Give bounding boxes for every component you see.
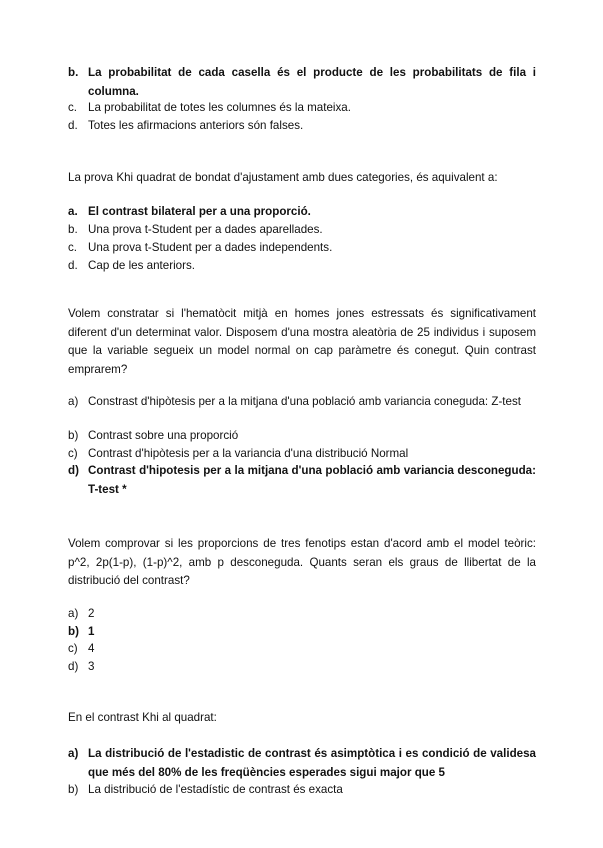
q2-option-c [68, 239, 536, 258]
q5-option-b [68, 781, 536, 800]
q5-question: En el contrast Khi al quadrat: [68, 711, 217, 724]
option-text: Contrast sobre una proporció [88, 429, 239, 442]
q4-option-b [68, 623, 536, 642]
q2-option-b [68, 221, 536, 240]
option-marker: c. [68, 101, 78, 114]
option-text: 1 [88, 625, 95, 638]
option-marker: d) [68, 464, 79, 477]
q4-option-a [68, 605, 536, 624]
option-text: 2 [88, 607, 95, 620]
option-marker: a) [68, 395, 79, 408]
option-marker: d. [68, 259, 78, 272]
q3-option-d [68, 462, 536, 499]
option-marker: a) [68, 747, 79, 760]
option-text: Totes les afirmacions anteriors són falses. [88, 119, 304, 132]
option-text: Constrast d'hipòtesis per a la mitjana d'una població amb variancia coneguda: Z-test [88, 395, 521, 408]
option-marker: c. [68, 241, 78, 254]
option-marker: b) [68, 783, 79, 796]
option-text: La probabilitat de cada casella és el producte de les probabilitats de fila i columna. [88, 66, 536, 98]
option-text: El contrast bilateral per a una proporció. [88, 205, 311, 218]
option-marker: a. [68, 205, 78, 218]
option-text: La distribució de l'estadístic de contrast és exacta [88, 783, 343, 796]
q3-question: Volem constratar si l'hematòcit mitjà en homes jones estressats és significativament diferent d'un determinat valor. Disposem d'una mostra aleatòria de 25 individus i suposem que la variable segueix un model normal on cap paràmetre és conegut. Quin contrast emprarem? [68, 307, 536, 376]
q1-option-b [68, 64, 536, 101]
option-marker: b) [68, 429, 79, 442]
q1-option-d [68, 117, 536, 136]
option-marker: a) [68, 607, 79, 620]
q4-question: Volem comprovar si les proporcions de tres fenotips estan d'acord amb el model teòric: p^2, 2p(1-p), (1-p)^2, amb p desconeguda. Quants seran els graus de llibertat de la distribució del contrast? [68, 537, 536, 588]
option-marker: b. [68, 66, 79, 79]
option-marker: c) [68, 447, 78, 460]
option-marker: d) [68, 660, 79, 673]
option-text: Una prova t-Student per a dades independents. [88, 241, 333, 254]
q3-option-b [68, 427, 536, 446]
option-text: Cap de les anteriors. [88, 259, 195, 272]
option-text: 3 [88, 660, 95, 673]
option-text: Contrast d'hipotesis per a la mitjana d'una població amb variancia desconeguda: T-test * [88, 464, 536, 496]
option-text: 4 [88, 642, 95, 655]
option-marker: c) [68, 642, 78, 655]
option-text: La distribució de l'estadistic de contrast és asimptòtica i es condició de validesa que més del 80% de les freqüències esperades sigui major que 5 [88, 747, 536, 779]
q3-option-a [68, 393, 536, 412]
q2-option-a [68, 203, 536, 222]
q3-option-c [68, 445, 536, 464]
option-text: Contrast d'hipòtesis per a la variancia d'una distribució Normal [88, 447, 409, 460]
option-text: La probabilitat de totes les columnes és la mateixa. [88, 101, 351, 114]
q4-option-d [68, 658, 536, 677]
q2-question: La prova Khi quadrat de bondat d'ajustament amb dues categories, és aquivalent a: [68, 171, 498, 184]
q4-option-c [68, 640, 536, 659]
option-marker: d. [68, 119, 78, 132]
q5-option-a [68, 745, 536, 782]
option-marker: b. [68, 223, 78, 236]
q2-option-d [68, 257, 536, 276]
option-marker: b) [68, 625, 79, 638]
q1-option-c [68, 99, 536, 118]
option-text: Una prova t-Student per a dades aparellades. [88, 223, 323, 236]
